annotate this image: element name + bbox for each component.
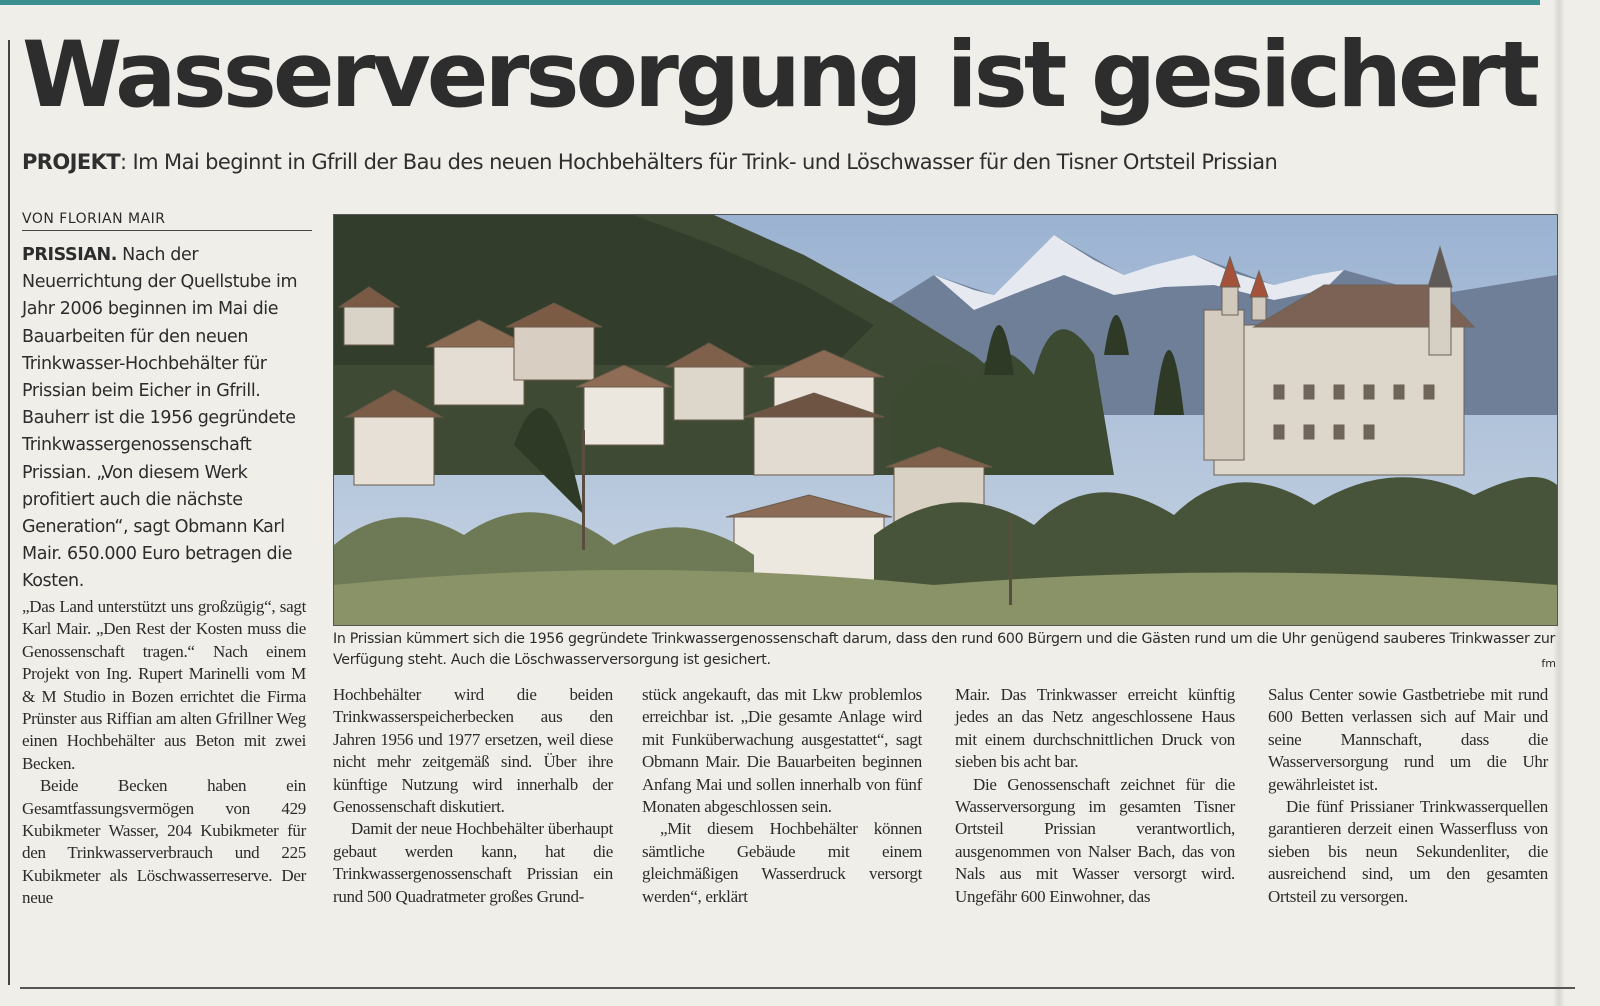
paragraph: „Mit diesem Hochbehälter können sämtliche Gebäude mit einem gleichmäßigen Wasserdruck versorgt werden“, erklärt <box>642 819 922 906</box>
article-column-2 <box>333 684 613 908</box>
paragraph: Damit der neue Hochbehälter überhaupt gebaut werden kann, hat die Trinkwassergenossenschaft Prissian ein rund 500 Quadratmeter großes Grund- <box>333 819 613 906</box>
subhead-kicker: PROJEKT <box>22 150 120 174</box>
article-column-3 <box>642 684 922 908</box>
photo-credit: fm <box>1541 657 1556 670</box>
headline: Wasserversorgung ist gesichert <box>22 23 1537 128</box>
subhead-text: : Im Mai beginnt in Gfrill der Bau des neuen Hochbehälters für Trink- und Löschwasser für den Tisner Ortsteil Prissian <box>119 150 1278 174</box>
bottom-rule <box>20 987 1575 989</box>
paragraph: Die Genossenschaft zeichnet für die Wasserversorgung im gesamten Tisner Ortsteil Prissian verantwortlich, ausgenommen von Nalser Bach, das von Nals aus mit Wasser versorgt wird. Ungefähr 600 Einwohner, das <box>955 774 1235 906</box>
dateline: PRISSIAN. <box>22 245 117 265</box>
paragraph: Mair. Das Trinkwasser erreicht künftig jedes an das Netz angeschlossene Haus mit einem durchschnittlichen Druck von sieben bis acht bar. <box>955 685 1235 772</box>
lead-text: Nach der Neuerrichtung der Quellstube im Jahr 2006 beginnen im Mai die Bauarbeiten für den neuen Trinkwasser-Hochbehälter für Prissian beim Eicher in Gfrill. Bauherr ist die 1956 gegründete Trinkwassergenossenschaft Prissian. „Von diesem Werk profitiert auch die nächste Generation“, sagt Obmann Karl Mair. 650.000 Euro betragen die Kosten. <box>22 245 298 592</box>
paragraph: Salus Center sowie Gastbetriebe mit rund 600 Betten verlassen sich auf Mair und seine Mannschaft, dass die Wasserversorgung rund um die Uhr gewährleistet ist. <box>1268 685 1548 794</box>
paragraph: „Das Land unterstützt uns großzügig“, sagt Karl Mair. „Den Rest der Kosten muss die Genossenschaft tragen.“ Nach einem Projekt von Ing. Rupert Marinelli vom M & M Studio in Bozen errichtet die Firma Prünster aus Riffian am alten Gfrillner Weg einen Hochbehälter aus Beton mit zwei Becken. <box>22 597 306 773</box>
article-column-1 <box>22 596 306 910</box>
top-color-rule <box>0 0 1540 5</box>
left-column-rule <box>8 40 10 985</box>
article-column-4 <box>955 684 1235 908</box>
paragraph: Beide Becken haben ein Gesamtfassungsvermögen von 429 Kubikmeter Wasser, 204 Kubikmeter für den Trinkwasserverbrauch und 225 Kubikmeter als Löschwasserreserve. Der neue <box>22 776 306 908</box>
paragraph: stück angekauft, das mit Lkw problemlos erreichbar ist. „Die gesamte Anlage wird mit Funküberwachung ausgestattet“, sagt Obmann Mair. Die Bauarbeiten beginnen Anfang Mai und sollen innerhalb von fünf Monaten abgeschlossen sein. <box>642 685 922 817</box>
subhead <box>22 150 1277 174</box>
lead-paragraph <box>22 242 304 596</box>
village-photo <box>333 214 1558 626</box>
byline: VON FLORIAN MAIR <box>22 211 312 231</box>
photo-caption: In Prissian kümmert sich die 1956 gegründete Trinkwassergenossenschaft darum, dass den rund 600 Bürgern und die Gästen rund um die Uhr genügend sauberes Trinkwasser zur Verfügung steht. Auch die Löschwasserversorgung ist gesichert. <box>333 631 1556 668</box>
article-column-5 <box>1268 684 1548 908</box>
paragraph: Hochbehälter wird die beiden Trinkwasserspeicherbecken aus den Jahren 1956 und 1977 ersetzen, weil diese nicht mehr zeitgemäß sind. Über ihre künftige Nutzung wird innerhalb der Genossenschaft diskutiert. <box>333 685 613 817</box>
paragraph: Die fünf Prissianer Trinkwasserquellen garantieren derzeit einen Wasserfluss von sieben bis neun Sekundenliter, die ausreichend sind, um den gesamten Ortsteil zu versorgen. <box>1268 797 1548 906</box>
